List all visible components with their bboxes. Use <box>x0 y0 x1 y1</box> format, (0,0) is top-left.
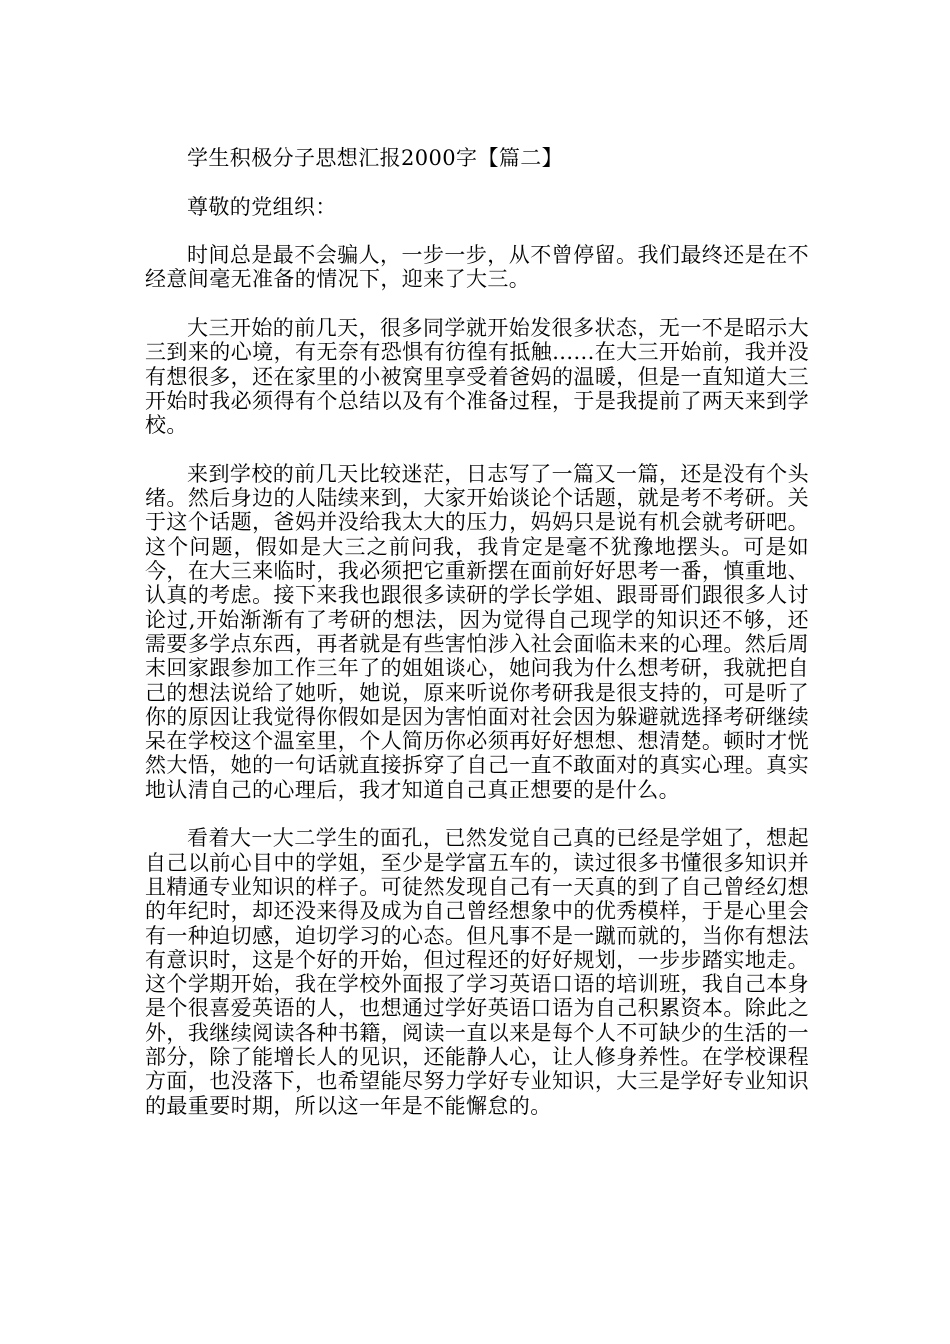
paragraph-2: 大三开始的前几天，很多同学就开始发很多状态，无一不是昭示大三到来的心境，有无奈有恐惧有彷徨有抵触......在大三开始前，我并没有想很多，还在家里的小被窝里享受着爸妈的温暖，但是一直知道大三开始时我必须得有个总结以及有个准备过程，于是我提前了两天来到学校。 <box>145 316 809 438</box>
salutation: 尊敬的党组织： <box>187 194 337 219</box>
paragraph-4: 看着大一大二学生的面孔，已然发觉自己真的已经是学姐了，想起自己以前心目中的学姐，至少是学富五车的，读过很多书懂很多知识并且精通专业知识的样子。可徒然发现自己有一天真的到了自己曾经幻想的年纪时，却还没来得及成为自己曾经想象中的优秀模样，于是心里会有一种迫切感，迫切学习的心态。但凡事不是一蹴而就的，当你有想法有意识时，这是个好的开始，但过程还的好好规划，一步步踏实地走。这个学期开始，我在学校外面报了学习英语口语的培训班，我自己本身是个很喜爱英语的人，也想通过学好英语口语为自己积累资本。除此之外，我继续阅读各种书籍，阅读一直以来是每个人不可缺少的生活的一部分，除了能增长人的见识，还能静人心，让人修身养性。在学校课程方面，也没落下，也希望能尽努力学好专业知识，大三是学好专业知识的最重要时期，所以这一年是不能懈怠的。 <box>145 826 809 1118</box>
document-title: 学生积极分子思想汇报2000字【篇二】 <box>187 146 564 170</box>
document-body <box>145 146 809 1142</box>
paragraph-3: 来到学校的前几天比较迷茫，日志写了一篇又一篇，还是没有个头绪。然后身边的人陆续来到，大家开始谈论个话题，就是考不考研。关于这个话题，爸妈并没给我太大的压力，妈妈只是说有机会就考研吧。这个问题，假如是大三之前问我，我肯定是毫不犹豫地摆头。可是如今，在大三来临时，我必须把它重新摆在面前好好思考一番，慎重地、认真的考虑。接下来我也跟很多读研的学长学姐、跟哥哥们跟很多人讨论过,开始渐渐有了考研的想法，因为觉得自己现学的知识还不够，还需要多学点东西，再者就是有些害怕涉入社会面临未来的心理。然后周末回家跟参加工作三年了的姐姐谈心，她问我为什么想考研，我就把自己的想法说给了她听，她说，原来听说你考研我是很支持的，可是听了你的原因让我觉得你假如是因为害怕面对社会因为躲避就选择考研继续呆在学校这个温室里，个人简历你必须再好好想想、想清楚。顿时才恍然大悟，她的一句话就直接拆穿了自己一直不敢面对的真实心理。真实地认清自己的心理后，我才知道自己真正想要的是什么。 <box>145 461 809 802</box>
paragraph-1: 时间总是最不会骗人，一步一步，从不曾停留。我们最终还是在不经意间毫无准备的情况下，迎来了大三。 <box>145 243 809 292</box>
